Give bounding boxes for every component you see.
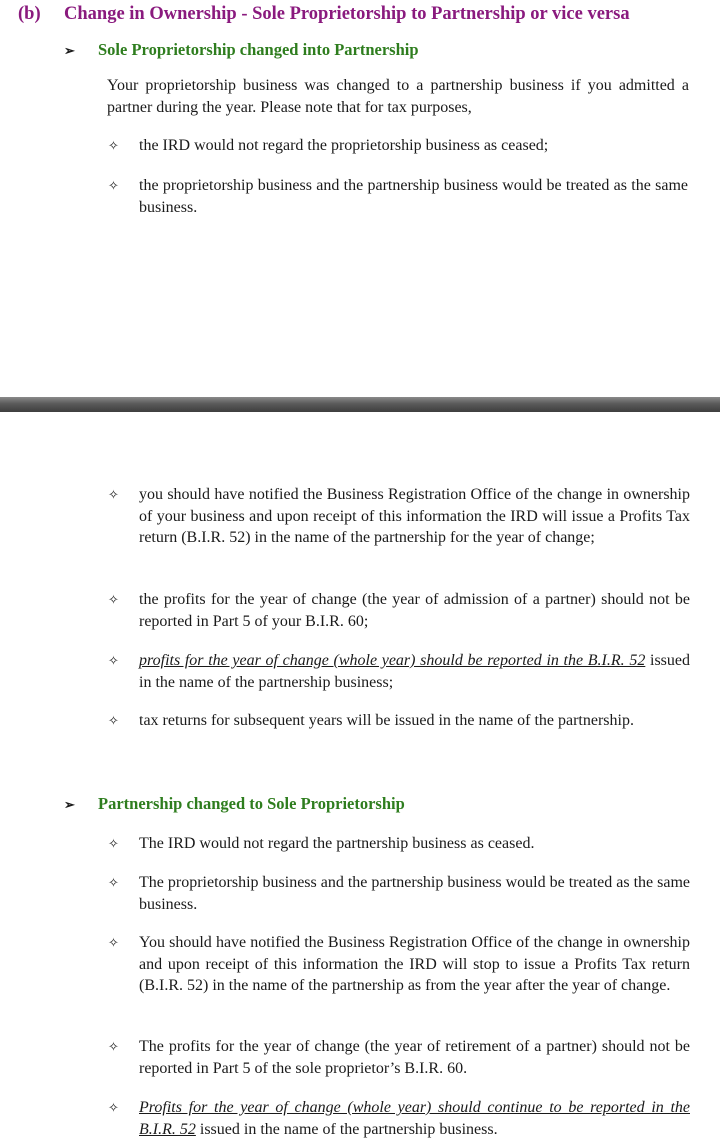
subheading-text: Sole Proprietorship changed into Partnership <box>98 40 419 59</box>
list-item <box>108 589 690 632</box>
subheading-text: Partnership changed to Sole Proprietorship <box>98 794 405 813</box>
diamond-bullet-icon: ✧ <box>108 487 119 502</box>
diamond-bullet-icon: ✧ <box>108 178 119 193</box>
arrow-bullet-icon: ➢ <box>64 43 75 58</box>
diamond-bullet-icon: ✧ <box>108 138 119 153</box>
list-item <box>108 1036 690 1079</box>
subheading-partnership-to-proprietorship <box>64 794 405 814</box>
plain-text: issued in the name of the partnership business. <box>195 1120 498 1138</box>
list-item-text: The profits for the year of change (the year of retirement of a partner) should not be reported in Part 5 of the sole proprietor’s B.I.R. 60. <box>139 1038 690 1077</box>
list-item-text: The IRD would not regard the partnership business as ceased. <box>139 835 535 852</box>
list-item-text: the profits for the year of change (the year of admission of a partner) should not be reported in Part 5 of your B.I.R. 60; <box>139 591 690 630</box>
page-break-divider <box>0 397 720 412</box>
diamond-bullet-icon: ✧ <box>108 592 119 607</box>
list-item <box>108 872 690 915</box>
list-item <box>108 932 690 997</box>
list-item-text: You should have notified the Business Registration Office of the change in ownership and upon receipt of this information the IRD will stop to issue a Profits Tax return (B.I.R. 52) in the name of the partnership as from the year after the year of change. <box>139 934 690 994</box>
section-title: Change in Ownership - Sole Proprietorship to Partnership or vice versa <box>64 4 630 24</box>
list-item-text: the IRD would not regard the proprietorship business as ceased; <box>139 137 549 154</box>
list-item <box>108 710 690 732</box>
list-item <box>108 484 690 549</box>
list-item <box>108 175 688 218</box>
section-label: (b) <box>18 4 41 24</box>
list-item-text: you should have notified the Business Registration Office of the change in ownership of your business and upon receipt of this information the IRD will issue a Profits Tax return (B.I.R. 52) in the name of the partnership for the year of change; <box>139 486 690 546</box>
list-item <box>108 833 690 855</box>
list-item-text <box>139 650 690 693</box>
list-item-text: The proprietorship business and the partnership business would be treated as the same business. <box>139 874 690 913</box>
underlined-text: profits for the year of change (whole year) should be reported in the B.I.R. 52 <box>139 652 646 669</box>
section-heading <box>18 4 630 25</box>
diamond-bullet-icon: ✧ <box>108 836 119 851</box>
arrow-bullet-icon: ➢ <box>64 797 75 812</box>
diamond-bullet-icon: ✧ <box>108 875 119 890</box>
intro-paragraph: Your proprietorship business was changed to a partnership business if you admitted a partner during the year. Please note that for tax purposes, <box>107 77 689 116</box>
underlined-text: Profits for the year of change (whole year) should continue to be reported in the B.I.R. 52 <box>139 1099 690 1138</box>
list-item <box>108 135 690 157</box>
subheading-proprietorship-to-partnership <box>64 40 419 60</box>
list-item <box>108 1097 690 1140</box>
list-item-text <box>139 1097 690 1140</box>
diamond-bullet-icon: ✧ <box>108 935 119 950</box>
list-item-text: the proprietorship business and the partnership business would be treated as the same business. <box>139 177 688 216</box>
list-item-text: tax returns for subsequent years will be issued in the name of the partnership. <box>139 712 634 729</box>
diamond-bullet-icon: ✧ <box>108 1100 119 1115</box>
plain-text: issued in the name of the partnership business; <box>139 652 690 691</box>
list-item <box>108 650 690 693</box>
diamond-bullet-icon: ✧ <box>108 1039 119 1054</box>
diamond-bullet-icon: ✧ <box>108 653 119 668</box>
diamond-bullet-icon: ✧ <box>108 713 119 728</box>
